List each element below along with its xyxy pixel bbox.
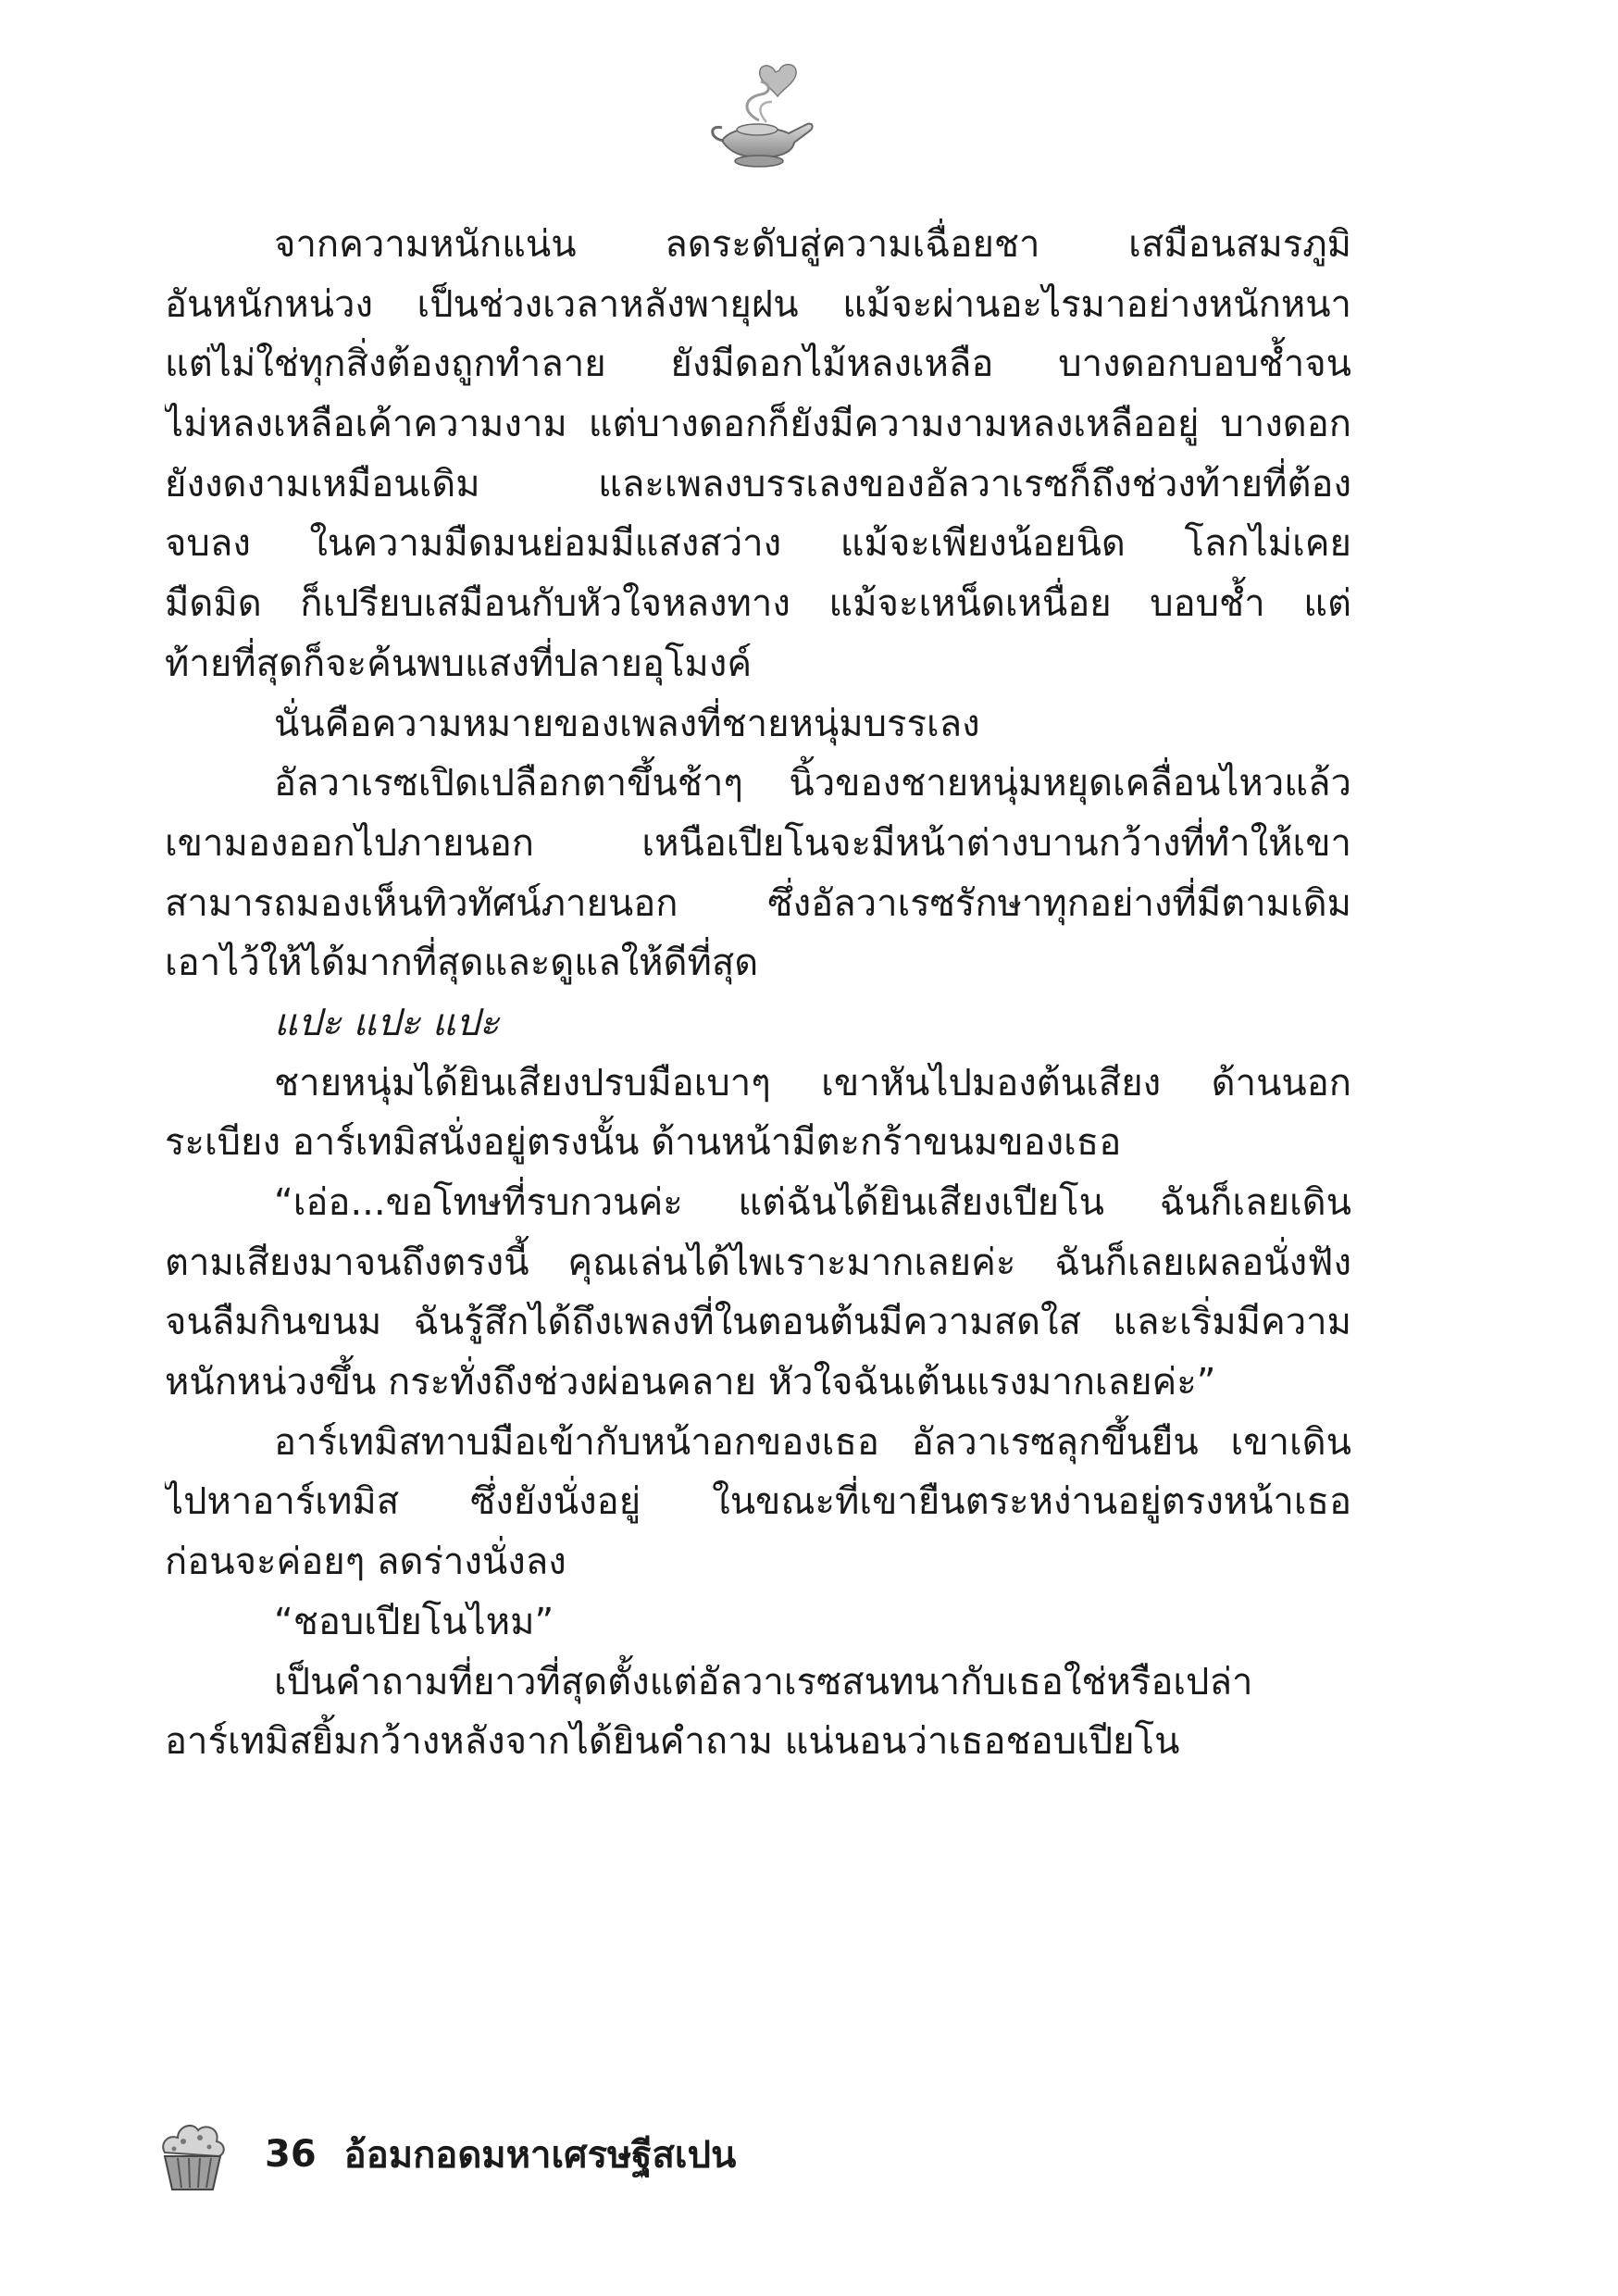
page-number: 36 (265, 2133, 317, 2176)
text-line: เอาไว้ให้ได้มากที่สุดและดูแลให้ดีที่สุด (165, 942, 759, 985)
text-line: ระเบียง อาร์เทมิสนั่งอยู่ตรงนั้น ด้านหน้ามีตะกร้าขนมของเธอ (165, 1121, 1122, 1165)
text-line: อัลวาเรซเปิดเปลือกตาขึ้นช้าๆ นิ้วของชายหนุ่มหยุดเคลื่อนไหวแล้ว (274, 762, 1351, 805)
text-line: จบลง ในความมืดมนย่อมมีแสงสว่าง แม้จะเพียงน้อยนิด โลกไม่เคย (165, 522, 1351, 566)
text-line: “ชอบเปียโนไหม” (274, 1600, 554, 1643)
text-line: ท้ายที่สุดก็จะค้นพบแสงที่ปลายอุโมงค์ (165, 642, 753, 685)
text-line: จากความหนักแน่น ลดระดับสู่ความเฉื่อยชา เสมือนสมรภูมิ (274, 223, 1351, 266)
genie-lamp-icon (703, 56, 824, 176)
page-footer (156, 2113, 736, 2196)
text-line: ตามเสียงมาจนถึงตรงนี้ คุณเล่นได้ไพเราะมากเลยค่ะ ฉันก็เลยเผลอนั่งฟัง (165, 1241, 1351, 1284)
text-line: นั่นคือความหมายของเพลงที่ชายหนุ่มบรรเลง (274, 702, 980, 745)
text-line: “เอ่อ...ขอโทษที่รบกวนค่ะ แต่ฉันได้ยินเสียงเปียโน ฉันก็เลยเดิน (274, 1181, 1351, 1224)
text-line: อาร์เทมิสยิ้มกว้างหลังจากได้ยินคำถาม แน่นอนว่าเธอชอบเปียโน (165, 1720, 1180, 1764)
text-line: มืดมิด ก็เปรียบเสมือนกับหัวใจหลงทาง แม้จะเหน็ดเหนื่อย บอบช้ำ แต่ (165, 582, 1351, 626)
text-line: ชายหนุ่มได้ยินเสียงปรบมือเบาๆ เขาหันไปมองต้นเสียง ด้านนอก (274, 1061, 1351, 1104)
book-title: อ้อมกอดมหาเศรษฐีสเปน (343, 2134, 737, 2177)
text-line: ไปหาอาร์เทมิส ซึ่งยังนั่งอยู่ ในขณะที่เขายืนตระหง่านอยู่ตรงหน้าเธอ (165, 1480, 1351, 1524)
text-line: เขามองออกไปภายนอก เหนือเปียโนจะมีหน้าต่างบานกว้างที่ทำให้เขา (165, 821, 1351, 865)
text-line: เป็นคำถามที่ยาวที่สุดตั้งแต่อัลวาเรซสนทนากับเธอใช่หรือเปล่า (274, 1660, 1253, 1703)
cupcake-icon (156, 2115, 230, 2193)
text-line: แต่ไม่ใช่ทุกสิ่งต้องถูกทำลาย ยังมีดอกไม้หลงเหลือ บางดอกบอบช้ำจน (165, 343, 1351, 386)
text-line: ก่อนจะค่อยๆ ลดร่างนั่งลง (165, 1541, 566, 1584)
page-body-text (165, 215, 1351, 1772)
text-line: สามารถมองเห็นทิวทัศน์ภายนอก ซึ่งอัลวาเรซรักษาทุกอย่างที่มีตามเดิม (165, 881, 1351, 925)
text-line: แปะ แปะ แปะ (274, 1001, 500, 1044)
text-line: หนักหน่วงขึ้น กระทั่งถึงช่วงผ่อนคลาย หัวใจฉันเต้นแรงมากเลยค่ะ” (165, 1361, 1216, 1404)
text-line: จนลืมกินขนม ฉันรู้สึกได้ถึงเพลงที่ในตอนต้นมีความสดใส และเริ่มมีความ (165, 1301, 1351, 1344)
text-line: อาร์เทมิสทาบมือเข้ากับหน้าอกของเธอ อัลวาเรซลุกขึ้นยืน เขาเดิน (274, 1420, 1351, 1464)
text-line: ไม่หลงเหลือเค้าความงาม แต่บางดอกก็ยังมีความงามหลงเหลืออยู่ บางดอก (165, 403, 1351, 446)
text-line: ยังงดงามเหมือนเดิม และเพลงบรรเลงของอัลวาเรซก็ถึงช่วงท้ายที่ต้อง (165, 462, 1351, 505)
text-line: อันหนักหน่วง เป็นช่วงเวลาหลังพายุฝน แม้จะผ่านอะไรมาอย่างหนักหนา (165, 282, 1351, 326)
